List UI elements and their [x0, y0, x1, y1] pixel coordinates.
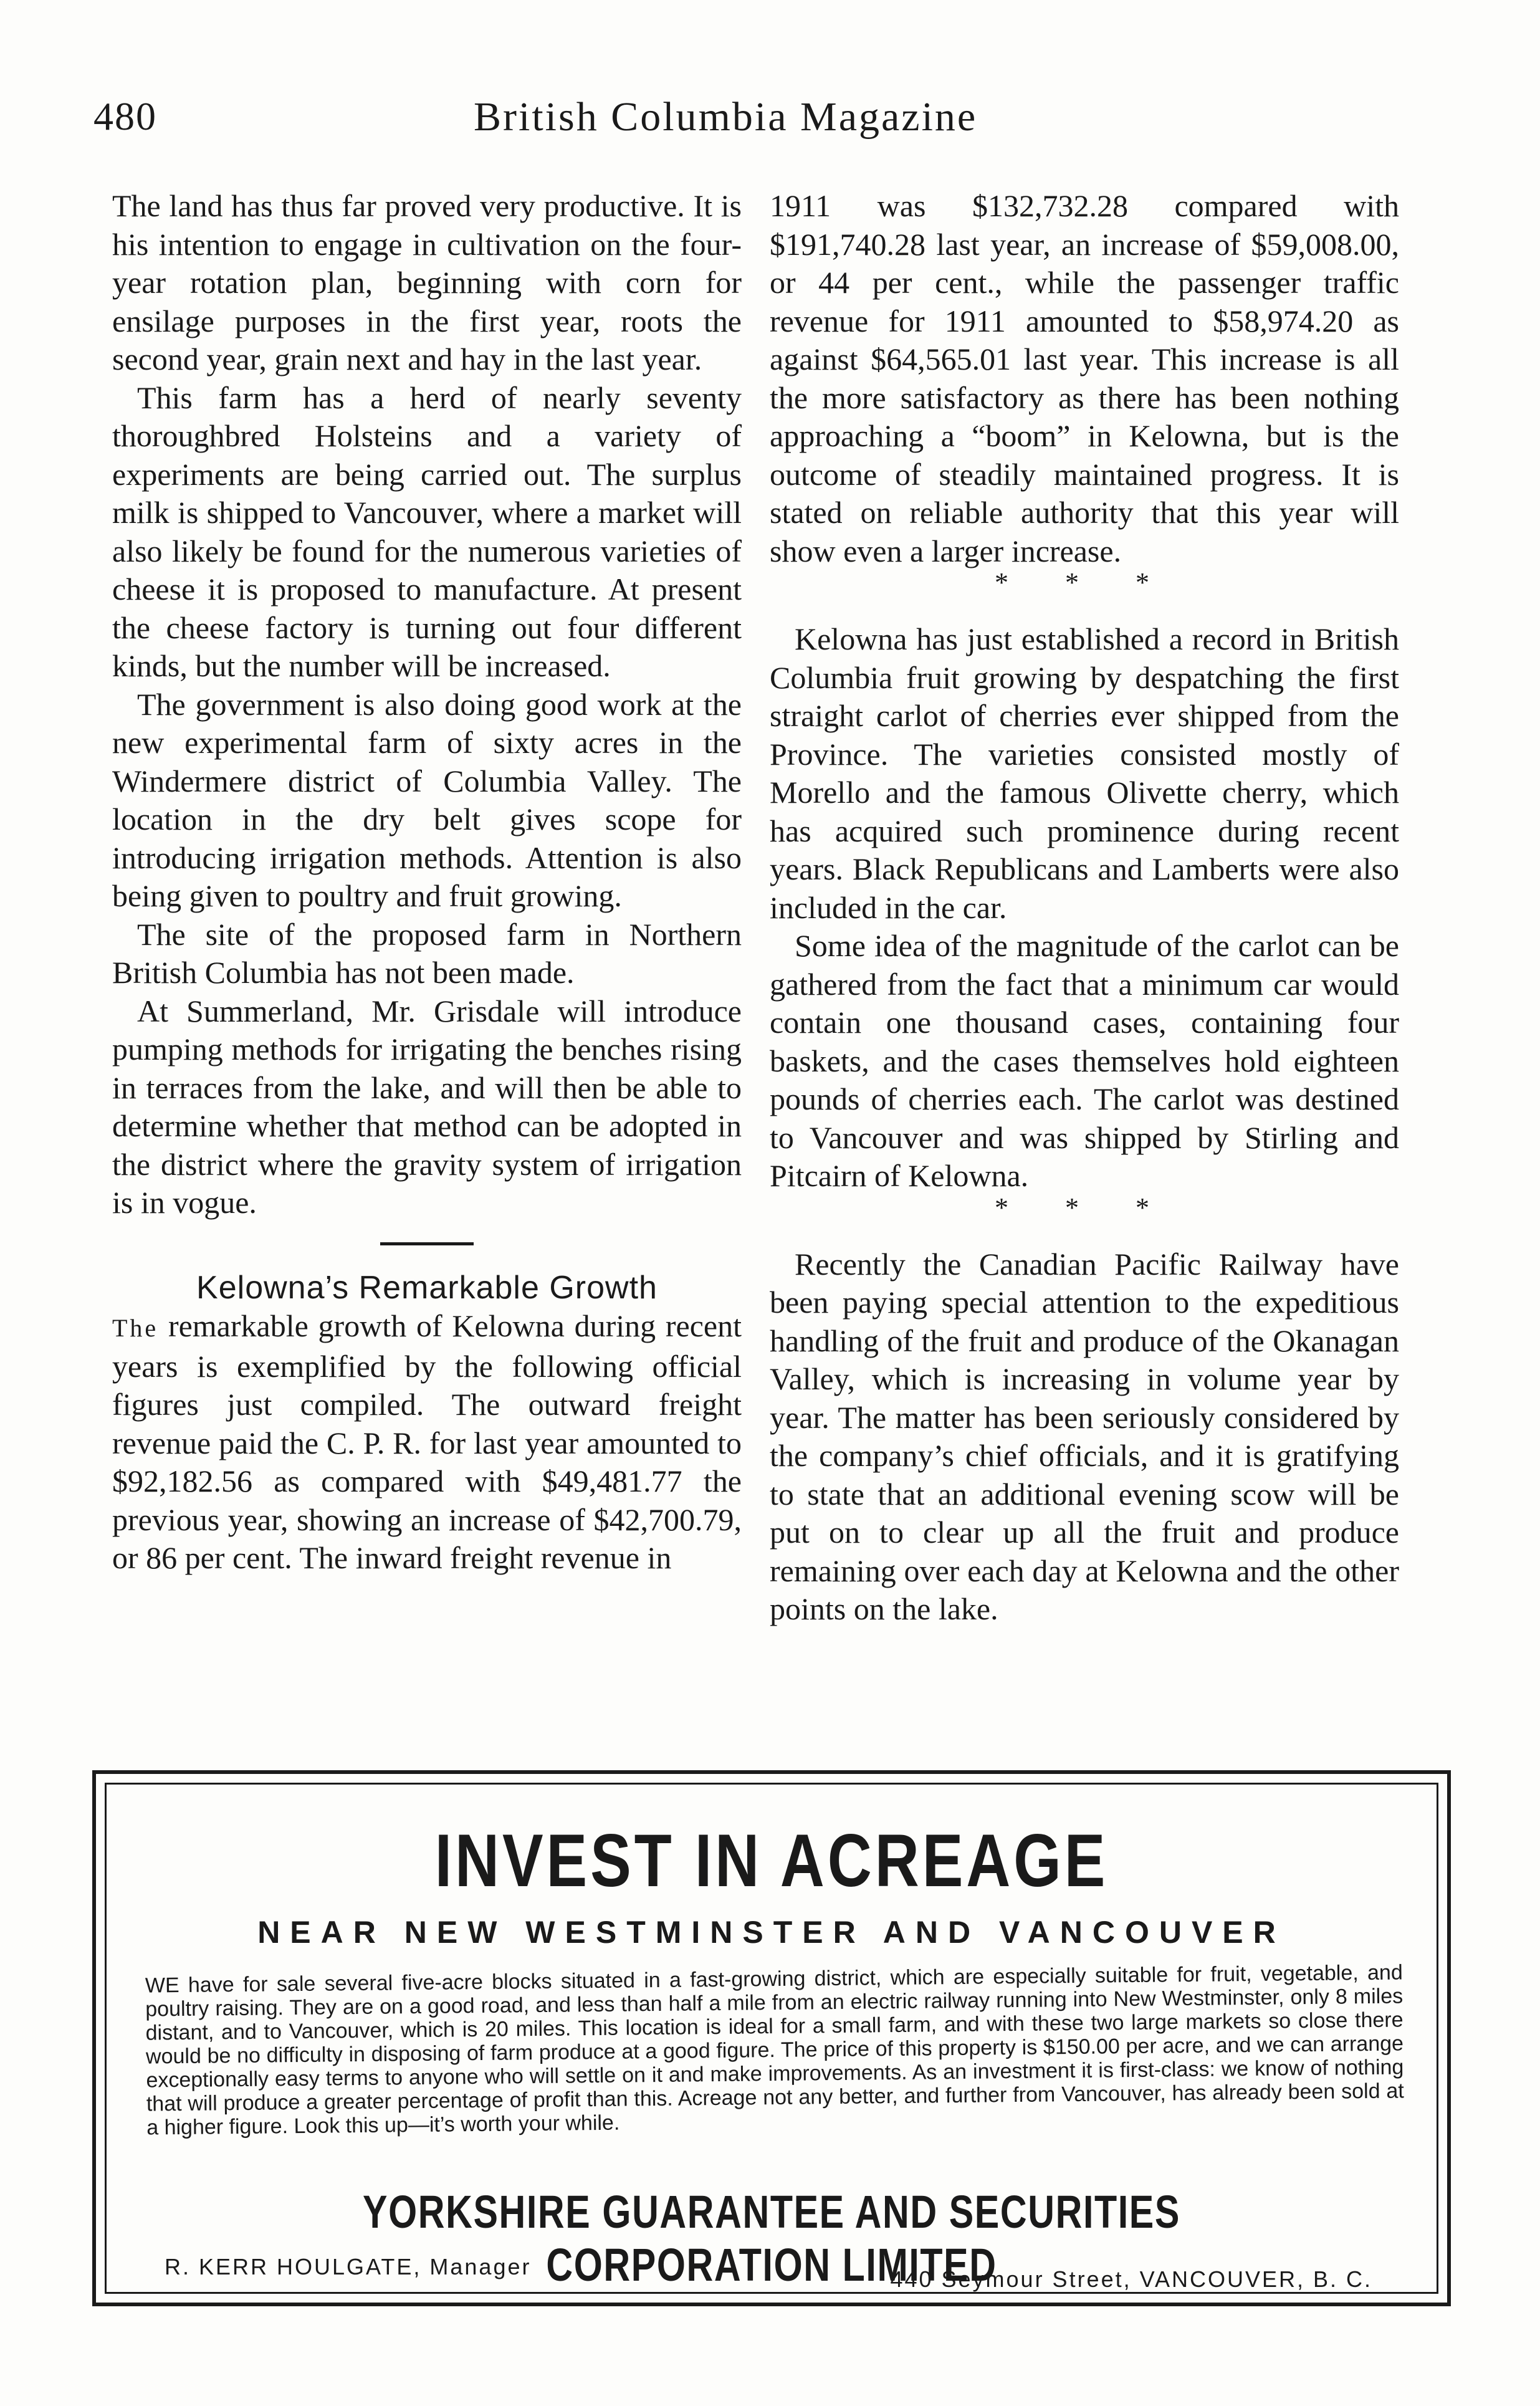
- ad-address: 440 Seymour Street, VANCOUVER, B. C.: [890, 2266, 1372, 2292]
- section-break-stars: * * *: [995, 1192, 1174, 1223]
- advertisement-box: [92, 1770, 1451, 2306]
- right-column: [770, 187, 1399, 1629]
- left-paragraph-3: The government is also doing good work at the new experimental farm of sixty acres in the Windermere district of Columbia Valley. The location in the dry belt gives scope for introducing irrigation methods. Attention is also being given to poultry and fruit growing.: [112, 686, 742, 913]
- section-break-stars: * * *: [995, 567, 1174, 598]
- left-paragraph-6-text: remarkable growth of Kelowna during recent years is exemplified by the following official figures just compiled. The outward freight revenue paid the C. P. R. for last year amounted to $92,182.56 as compared with $49,481.77 the previous year, showing an increase of $42,700.79, or 86 per cent. The inward freight revenue in: [112, 1308, 742, 1575]
- paragraph-lead-word: The: [112, 1314, 159, 1342]
- left-paragraph-1: The land has thus far proved very productive. It is his intention to engage in cultivation on the four-year rotation plan, beginning with corn for ensilage purposes in the first year, roots the second year, grain next and hay in the last year.: [112, 188, 742, 376]
- ad-subtitle: NEAR NEW WESTMINSTER AND VANCOUVER: [257, 1915, 1286, 1950]
- left-paragraph-2: This farm has a herd of nearly seventy thoroughbred Holsteins and a variety of experiments are being carried out. The surplus milk is shipped to Vancouver, where a market will also likely be found for the numerous varieties of cheese it is proposed to manufacture. At present the cheese factory is turning out four different kinds, but the number will be increased.: [112, 380, 742, 683]
- ad-corporation-name: YORKSHIRE GUARANTEE AND SECURITIES CORPORATION LIMITED: [363, 2186, 1180, 2291]
- page-number: 480: [93, 94, 157, 138]
- right-paragraph-2: Kelowna has just established a record in British Columbia fruit growing by despatching the first straight carlot of cherries ever shipped from the Province. The varieties consisted mostly of Morello and the famous Olivette cherry, which has acquired such prominence during recent years. Black Republicans and Lamberts were also included in the car.: [770, 621, 1399, 925]
- right-paragraph-1: 1911 was $132,732.28 compared with $191,740.28 last year, an increase of $59,008.00, or 44 per cent., while the passenger traffic revenue for 1911 amounted to $58,974.20 as against $64,565.01 last year. This increase is all the more satisfactory as there has been nothing approaching a “boom” in Kelowna, but is the outcome of steadily maintained progress. It is stated on reliable authority that this year will show even a larger increase.: [770, 188, 1399, 568]
- ad-body-text: WE have for sale several five-acre blocks situated in a fast-growing district, which are especially suitable for fruit, vegetable, and poultry raising. They are on a good road, and less than half a mile from an electric railway running into New Westminster, only 8 miles distant, and to Vancouver, which is 20 miles. This location is ideal for a small farm, and with these two large markets so close there would be no difficulty in disposing of farm produce at a good figure. The price of this property is $150.00 per acre, and we can arrange exceptionally easy terms to anyone who will settle on it and make improvements. As an investment it is first-class: we know of nothing that will produce a greater percentage of profit than this. Acreage not any better, and further from Vancouver, has already been sold at a higher figure. Look this up—it’s worth your while.: [145, 1960, 1404, 2140]
- section-divider: [380, 1242, 474, 1245]
- section-heading: Kelowna’s Remarkable Growth: [196, 1269, 658, 1306]
- running-head: British Columbia Magazine: [474, 94, 978, 140]
- ad-title: INVEST IN ACREAGE: [434, 1819, 1109, 1902]
- ad-manager: R. KERR HOULGATE, Manager: [165, 2254, 532, 2279]
- left-paragraph-6: [112, 1307, 742, 1578]
- right-paragraph-3: Some idea of the magnitude of the carlot can be gathered from the fact that a minimum car would contain one thousand cases, containing four baskets, and the cases themselves hold eighteen pounds of cherries each. The carlot was destined to Vancouver and was shipped by Stirling and Pitcairn of Kelowna.: [770, 928, 1399, 1193]
- left-column: [112, 187, 742, 1578]
- left-paragraph-4: The site of the proposed farm in Northern British Columbia has not been made.: [112, 916, 742, 990]
- left-paragraph-5: At Summerland, Mr. Grisdale will introduce pumping methods for irrigating the benches rising in terraces from the lake, and will then be able to determine whether that method can be adopted in the district where the gravity system of irrigation is in vogue.: [112, 993, 742, 1220]
- right-paragraph-4: Recently the Canadian Pacific Railway have been paying special attention to the expeditious handling of the fruit and produce of the Okanagan Valley, which is increasing in volume year by year. The matter has been seriously considered by the company’s chief officials, and it is gratifying to state that an additional evening scow will be put on to clear up all the fruit and produce remaining over each day at Kelowna and the other points on the lake.: [770, 1246, 1399, 1626]
